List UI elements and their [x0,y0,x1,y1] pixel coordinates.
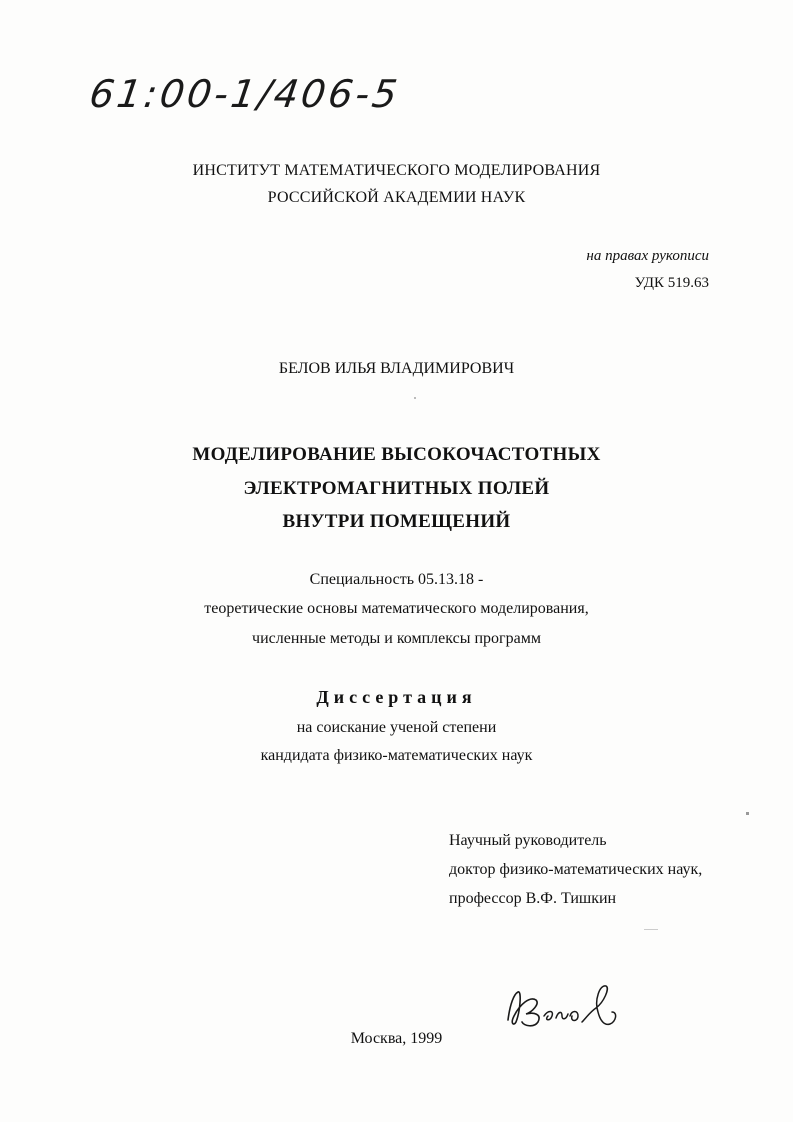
archive-code: 61:00-1/406-5 [86,72,403,116]
degree-line-2: кандидата физико-математических наук [260,747,533,764]
udk-code: УДК 519.63 [634,275,709,291]
scan-speck [414,397,416,399]
scan-speck [746,812,749,815]
title-line-2: ЭЛЕКТРОМАГНИТНЫХ ПОЛЕЙ [243,478,550,499]
supervisor-line-2: доктор физико-математических наук, [449,861,703,878]
specialty-line-2: теоретические основы математического моделирования, [204,600,589,617]
specialty-line-1: Специальность 05.13.18 - [309,571,484,588]
supervisor-line-3: профессор В.Ф. Тишкин [449,890,617,907]
signature-stroke-3 [582,986,616,1025]
city-year: Москва, 1999 [350,1030,443,1047]
institute-line-1: ИНСТИТУТ МАТЕМАТИЧЕСКОГО МОДЕЛИРОВАНИЯ [192,162,601,179]
supervisor-line-1: Научный руководитель [449,832,607,849]
specialty-line-3: численные методы и комплексы программ [252,630,541,647]
institute-line-2: РОССИЙСКОЙ АКАДЕМИИ НАУК [267,189,526,206]
signature-stroke-2 [544,1012,578,1021]
title-line-1: МОДЕЛИРОВАНИЕ ВЫСОКОЧАСТОТНЫХ [192,444,601,465]
title-line-3: ВНУТРИ ПОМЕЩЕНИЙ [282,511,511,532]
signature-stroke-1 [508,992,539,1026]
scan-speck [644,929,658,930]
author-signature [500,982,640,1032]
degree-line-1: на соискание ученой степени [296,719,497,736]
author-name: БЕЛОВ ИЛЬЯ ВЛАДИМИРОВИЧ [278,360,515,377]
dissertation-heading: Диссертация [316,687,477,707]
rights-note: на правах рукописи [586,248,709,264]
